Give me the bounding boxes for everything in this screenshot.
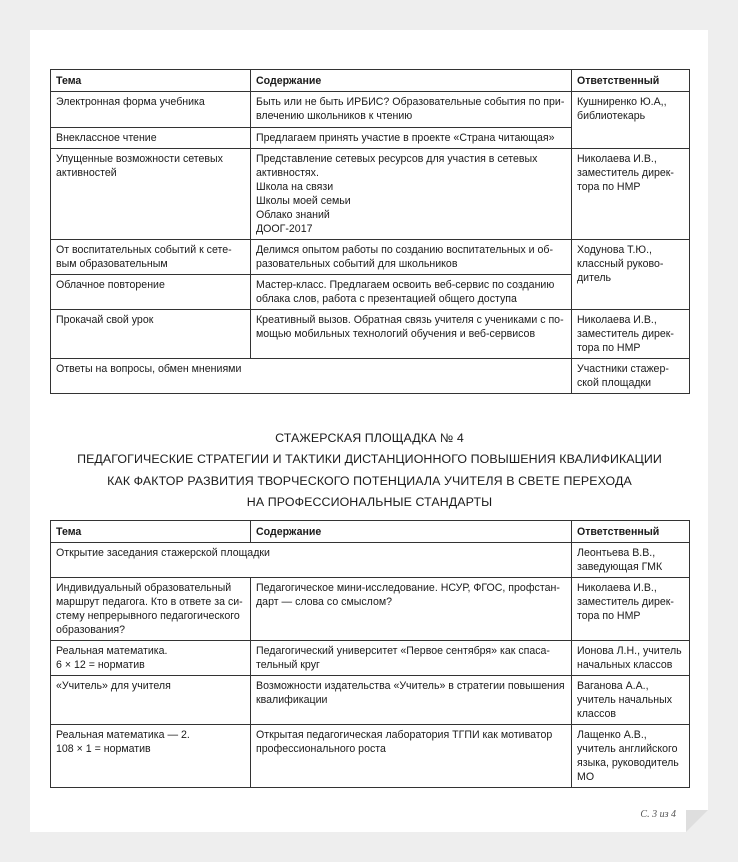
section-heading <box>50 428 689 513</box>
schedule-table-1 <box>50 69 690 394</box>
page-number: С. 3 из 4 <box>640 809 676 820</box>
topic-cell: Прокачай свой урок <box>51 310 251 359</box>
responsible-cell: Ваганова А.А., учитель начальных классов <box>572 676 690 725</box>
content-cell: Педагогическое мини-исследование. НСУР, ФГОС, профстан- дарт — слова со смыслом? <box>251 578 572 641</box>
responsible-cell: Кушниренко Ю.А,, библиотекарь <box>572 92 690 149</box>
table-row <box>51 240 690 275</box>
table-row <box>51 725 690 788</box>
table-row <box>51 149 690 240</box>
responsible-cell: Леонтьева В.В., заведующая ГМК <box>572 543 690 578</box>
content-cell: Предлагаем принять участие в проекте «Страна читающая» <box>251 128 572 149</box>
header-responsible: Ответственный <box>572 521 690 543</box>
header-topic: Тема <box>51 70 251 92</box>
content-cell: Делимся опытом работы по созданию воспитательных и об- разовательных событий для школьников <box>251 240 572 275</box>
table-row <box>51 310 690 359</box>
content-cell: Быть или не быть ИРБИС? Образовательные события по при- влечению школьников к чтению <box>251 92 572 128</box>
topic-cell: Упущенные возможности сетевых активностей <box>51 149 251 240</box>
header-content: Содержание <box>251 521 572 543</box>
table-row <box>51 359 690 394</box>
header-content: Содержание <box>251 70 572 92</box>
responsible-cell: Ионова Л.Н., учитель начальных классов <box>572 641 690 676</box>
responsible-cell: Участники стажер- ской площадки <box>572 359 690 394</box>
content-cell: Возможности издательства «Учитель» в стратегии повышения квалификации <box>251 676 572 725</box>
topic-cell: Облачное повторение <box>51 275 251 310</box>
responsible-cell: Ходунова Т.Ю., классный руково- дитель <box>572 240 690 310</box>
topic-cell: «Учитель» для учителя <box>51 676 251 725</box>
responsible-cell: Николаева И.В., заместитель дирек- тора по НМР <box>572 578 690 641</box>
topic-cell: От воспитательных событий к сете- вым образовательным <box>51 240 251 275</box>
responsible-cell: Николаева И.В., заместитель дирек- тора по НМР <box>572 310 690 359</box>
table-row <box>51 92 690 128</box>
topic-cell: Электронная форма учебника <box>51 92 251 128</box>
topic-cell: Индивидуальный образовательный маршрут педагога. Кто в ответе за си- стему непрерывного педагогического образования? <box>51 578 251 641</box>
heading-line: НА ПРОФЕССИОНАЛЬНЫЕ СТАНДАРТЫ <box>246 494 493 509</box>
content-cell: Открытая педагогическая лаборатория ТГПИ как мотиватор профессионального роста <box>251 725 572 788</box>
topic-cell: Ответы на вопросы, обмен мнениями <box>51 359 572 394</box>
content-cell: Педагогический университет «Первое сентября» как спаса- тельный круг <box>251 641 572 676</box>
table-header-row <box>51 521 690 543</box>
responsible-cell: Лащенко А.В., учитель английского языка, руководитель МО <box>572 725 690 788</box>
topic-cell: Внеклассное чтение <box>51 128 251 149</box>
content-cell: Креативный вызов. Обратная связь учителя с учениками с по- мощью мобильных технологий обучения и веб-сервисов <box>251 310 572 359</box>
content-cell: Представление сетевых ресурсов для участия в сетевых активностях. Школа на связи Школы моей семьи Облако знаний ДООГ-2017 <box>251 149 572 240</box>
schedule-table-2 <box>50 520 690 788</box>
topic-cell: Реальная математика. 6 × 12 = норматив <box>51 641 251 676</box>
document-page <box>30 30 708 832</box>
heading-line: СТАЖЕРСКАЯ ПЛОЩАДКА № 4 <box>275 431 464 445</box>
heading-line: КАК ФАКТОР РАЗВИТИЯ ТВОРЧЕСКОГО ПОТЕНЦИАЛА УЧИТЕЛЯ В СВЕТЕ ПЕРЕХОДА <box>107 473 632 488</box>
topic-cell: Открытие заседания стажерской площадки <box>51 543 572 578</box>
table-row <box>51 676 690 725</box>
header-topic: Тема <box>51 521 251 543</box>
table-row <box>51 578 690 641</box>
page-corner-fold <box>686 810 708 832</box>
heading-line: ПЕДАГОГИЧЕСКИЕ СТРАТЕГИИ И ТАКТИКИ ДИСТАНЦИОННОГО ПОВЫШЕНИЯ КВАЛИФИКАЦИИ <box>77 452 662 467</box>
table-row <box>51 543 690 578</box>
table-header-row <box>51 70 690 92</box>
content-cell: Мастер-класс. Предлагаем освоить веб-сервис по созданию облака слов, работа с презентацией общего доступа <box>251 275 572 310</box>
table-row <box>51 641 690 676</box>
header-responsible: Ответственный <box>572 70 690 92</box>
responsible-cell: Николаева И.В., заместитель дирек- тора по НМР <box>572 149 690 240</box>
topic-cell: Реальная математика — 2. 108 × 1 = норматив <box>51 725 251 788</box>
